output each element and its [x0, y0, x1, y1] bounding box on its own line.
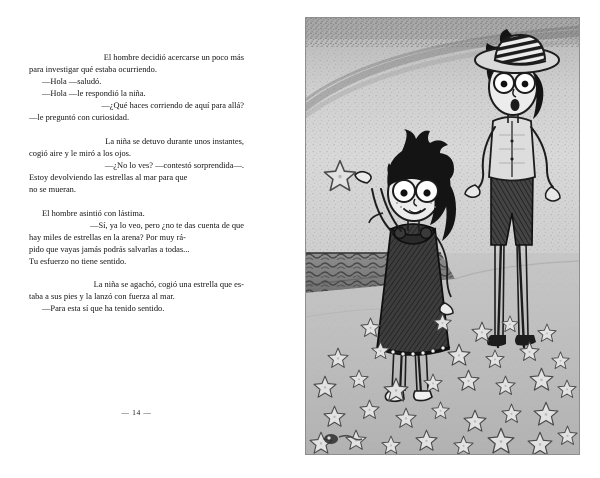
text-line: —le preguntó con curiosidad. [29, 113, 130, 123]
text-line: taba a sus pies y la lanzó con fuerza al mar. [29, 292, 175, 302]
paragraph-2 [29, 136, 244, 196]
text-line: —Hola —le respondió la niña. [42, 89, 146, 99]
text-line: —Hola —saludó. [42, 77, 102, 87]
text-line: La niña se detuvo durante unos instantes, [105, 136, 244, 146]
text-line: para investigar qué estaba ocurriendo. [29, 65, 157, 75]
text-line: pido que vayas jamás podrás salvarlas a todas... [29, 244, 190, 254]
illustration-panel [305, 17, 580, 455]
left-text-page [0, 0, 292, 478]
text-line: hay miles de estrellas en la arena? Por muy rá- [29, 232, 186, 242]
paragraph-3 [29, 208, 244, 268]
text-line: La niña se agachó, cogió una estrella que es- [93, 280, 244, 290]
body-text-column [29, 52, 244, 315]
text-line: cogió aire y le miró a los ojos. [29, 148, 132, 158]
text-line: El hombre decidió acercarse un poco más [103, 53, 244, 62]
text-line: no se mueran. [29, 184, 77, 194]
text-line: —Para esta sí que ha tenido sentido. [42, 304, 165, 314]
paragraph-4 [29, 279, 244, 315]
text-line: Estoy devolviendo las estrellas al mar para que [29, 172, 188, 182]
right-illustration-page [292, 0, 600, 478]
paragraph-1 [29, 52, 244, 124]
text-line: —¿Qué haces corriendo de aquí para allá? [101, 101, 244, 111]
text-line: —¿No lo ves? —contestó sorprendida—. [104, 160, 244, 170]
illustration-artwork [305, 17, 580, 455]
text-line: Tu esfuerzo no tiene sentido. [29, 256, 127, 266]
text-line: El hombre asintió con lástima. [42, 208, 145, 218]
text-line: —Sí, ya lo veo, pero ¿no te das cuenta de que [90, 220, 244, 230]
page-number: — 14 — [121, 408, 152, 417]
